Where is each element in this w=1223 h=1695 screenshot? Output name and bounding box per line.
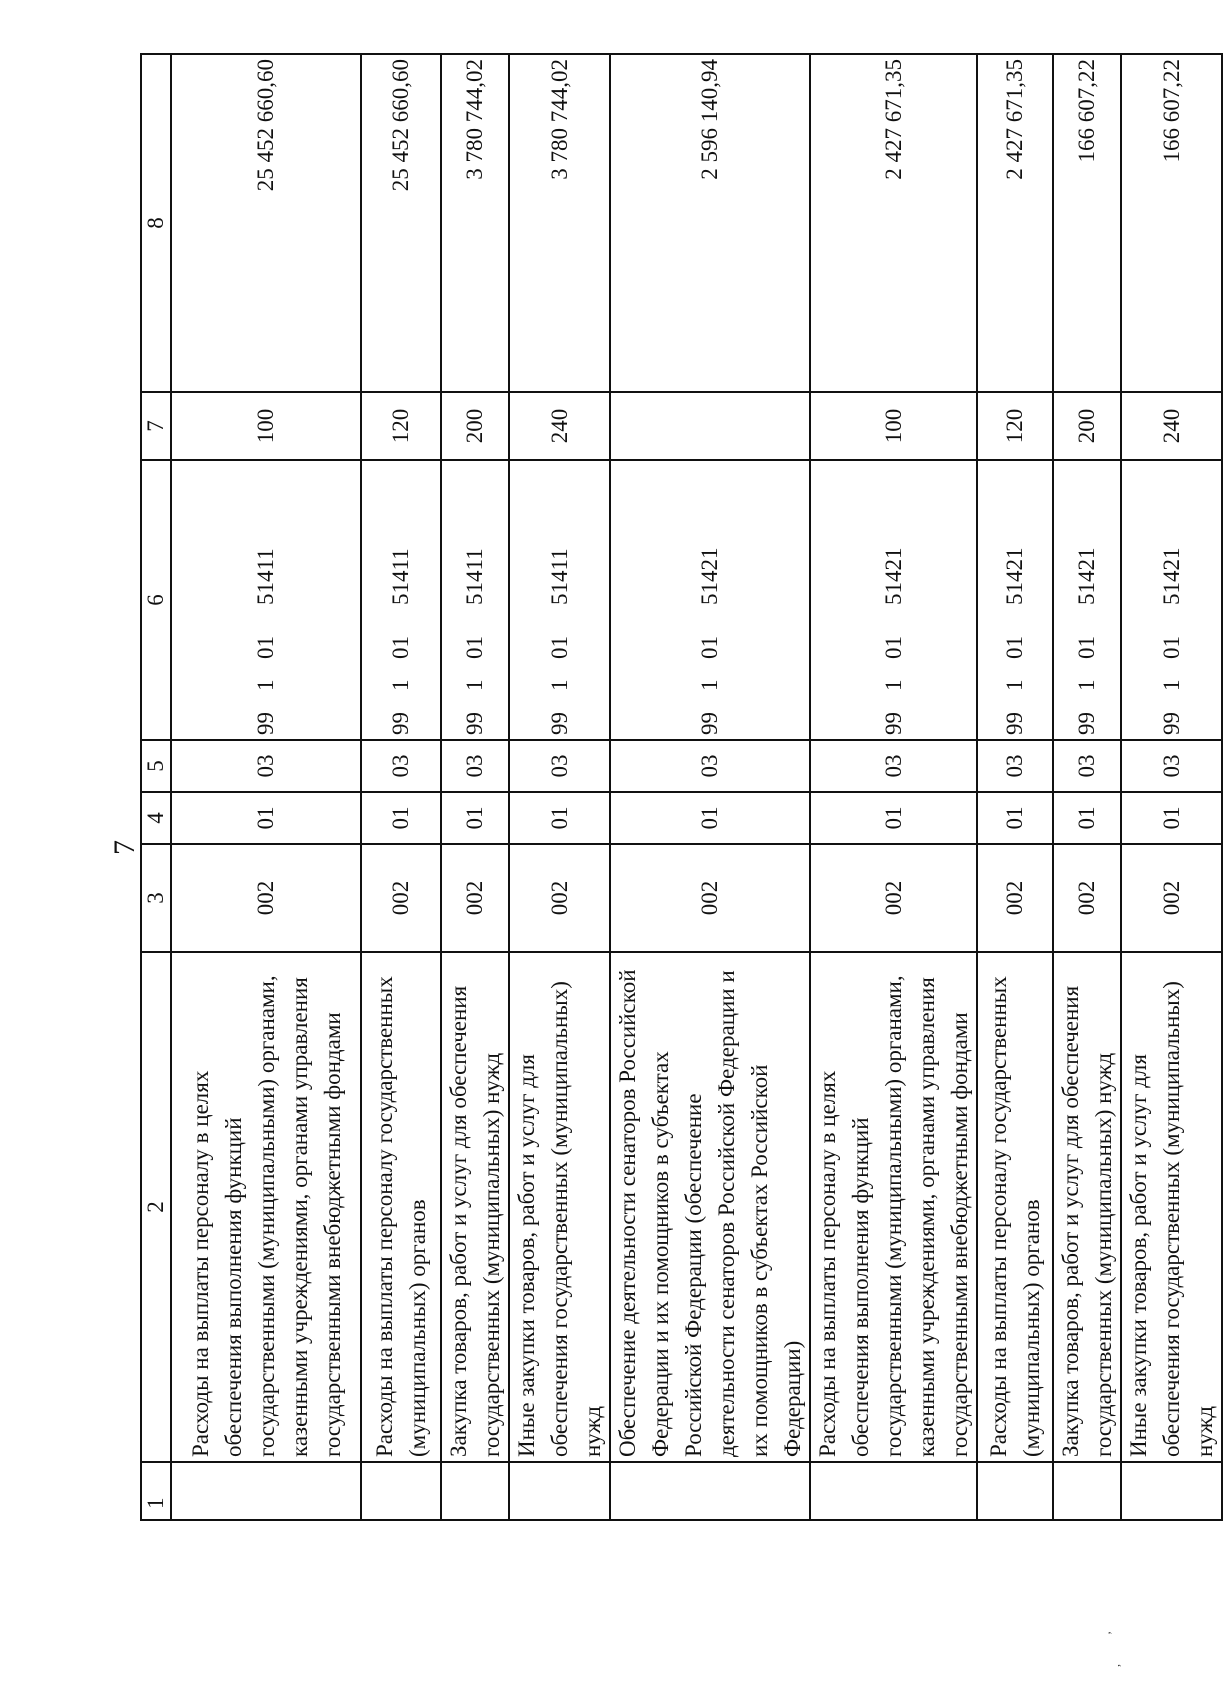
header-col-3: 3 xyxy=(141,844,171,952)
cell-kcsr xyxy=(171,460,361,740)
kcsr-subprogram: 1 xyxy=(1158,679,1184,691)
header-col-2: 2 xyxy=(141,952,171,1462)
kcsr-program: 99 xyxy=(697,712,722,735)
cell-col1 xyxy=(1053,1462,1121,1520)
kcsr-group: 01 xyxy=(1074,636,1099,659)
cell-pr: 03 xyxy=(810,740,977,792)
cell-grbs: 002 xyxy=(361,844,441,952)
table-body xyxy=(171,54,1222,1520)
table-row xyxy=(1121,54,1222,1520)
kcsr-subprogram: 1 xyxy=(253,679,278,691)
table-row xyxy=(509,54,610,1520)
kcsr-group: 01 xyxy=(388,636,413,659)
cell-rz: 01 xyxy=(361,792,441,844)
header-col-8: 8 xyxy=(141,54,171,392)
cell-grbs: 002 xyxy=(1121,844,1222,952)
table-row xyxy=(810,54,977,1520)
header-col-6: 6 xyxy=(141,460,171,740)
kcsr-subprogram: 1 xyxy=(1074,679,1099,691)
cell-amount: 25 452 660,60 xyxy=(171,54,361,392)
budget-table xyxy=(140,53,1223,1521)
cell-pr: 03 xyxy=(610,740,810,792)
cell-rz: 01 xyxy=(441,792,509,844)
cell-pr: 03 xyxy=(441,740,509,792)
kcsr-program: 99 xyxy=(546,712,572,735)
kcsr-subprogram: 1 xyxy=(1002,679,1027,691)
kcsr-subprogram: 1 xyxy=(697,679,722,691)
kcsr-program: 99 xyxy=(1158,712,1184,735)
cell-amount: 2 427 671,35 xyxy=(977,54,1053,392)
table-header xyxy=(141,54,171,1520)
cell-vr: 240 xyxy=(1121,392,1222,460)
cell-description: Иные закупки товаров, работ и услуг для обеспечения государственных (муниципальных) нужд xyxy=(1121,952,1222,1462)
kcsr-direction: 51411 xyxy=(546,548,572,605)
cell-kcsr xyxy=(610,460,810,740)
cell-col1 xyxy=(977,1462,1053,1520)
cell-rz: 01 xyxy=(509,792,610,844)
cell-description: Расходы на выплаты персоналу в целях обеспечения выполнения функций государственными (муниципальными) органами, казенными учреждениями, органами управления государственными внебюджетными фондами xyxy=(810,952,977,1462)
cell-amount: 25 452 660,60 xyxy=(361,54,441,392)
cell-grbs: 002 xyxy=(171,844,361,952)
cell-rz: 01 xyxy=(977,792,1053,844)
cell-col1 xyxy=(171,1462,361,1520)
kcsr-program: 99 xyxy=(1002,712,1027,735)
kcsr-group: 01 xyxy=(1158,636,1184,659)
kcsr-direction: 51421 xyxy=(697,547,722,605)
kcsr-group: 01 xyxy=(1002,636,1027,659)
cell-description: Иные закупки товаров, работ и услуг для обеспечения государственных (муниципальных) нужд xyxy=(509,952,610,1462)
cell-grbs: 002 xyxy=(610,844,810,952)
kcsr-direction: 51411 xyxy=(462,548,487,605)
cell-pr: 03 xyxy=(171,740,361,792)
cell-col1 xyxy=(361,1462,441,1520)
cell-rz: 01 xyxy=(1053,792,1121,844)
cell-amount: 2 427 671,35 xyxy=(810,54,977,392)
cell-grbs: 002 xyxy=(810,844,977,952)
header-col-7: 7 xyxy=(141,392,171,460)
cell-kcsr xyxy=(977,460,1053,740)
cell-vr: 120 xyxy=(977,392,1053,460)
cell-col1 xyxy=(610,1462,810,1520)
cell-grbs: 002 xyxy=(441,844,509,952)
cell-description: Расходы на выплаты персоналу государственных (муниципальных) органов xyxy=(977,952,1053,1462)
cell-grbs: 002 xyxy=(509,844,610,952)
kcsr-direction: 51411 xyxy=(253,548,278,605)
cell-pr: 03 xyxy=(509,740,610,792)
kcsr-group: 01 xyxy=(880,636,906,659)
cell-amount: 3 780 744,02 xyxy=(509,54,610,392)
kcsr-group: 01 xyxy=(253,636,278,659)
table-row xyxy=(361,54,441,1520)
kcsr-direction: 51421 xyxy=(1158,547,1184,605)
cell-col1 xyxy=(810,1462,977,1520)
cell-vr xyxy=(610,392,810,460)
cell-description: Закупка товаров, работ и услуг для обеспечения государственных (муниципальных) нужд xyxy=(1053,952,1121,1462)
cell-kcsr xyxy=(810,460,977,740)
header-col-5: 5 xyxy=(141,740,171,792)
cell-rz: 01 xyxy=(810,792,977,844)
table-row xyxy=(171,54,361,1520)
kcsr-direction: 51421 xyxy=(880,547,906,605)
cell-pr: 03 xyxy=(1053,740,1121,792)
cell-vr: 200 xyxy=(441,392,509,460)
cell-grbs: 002 xyxy=(977,844,1053,952)
kcsr-program: 99 xyxy=(462,712,487,735)
cell-col1 xyxy=(441,1462,509,1520)
table-row xyxy=(441,54,509,1520)
cell-description: Расходы на выплаты персоналу государственных (муниципальных) органов xyxy=(361,952,441,1462)
page-number: 7 xyxy=(108,840,141,855)
cell-col1 xyxy=(509,1462,610,1520)
table-row xyxy=(610,54,810,1520)
cell-description: Закупка товаров, работ и услуг для обеспечения государственных (муниципальных) нужд xyxy=(441,952,509,1462)
cell-amount: 166 607,22 xyxy=(1121,54,1222,392)
cell-pr: 03 xyxy=(361,740,441,792)
kcsr-program: 99 xyxy=(253,712,278,735)
cell-vr: 240 xyxy=(509,392,610,460)
table-row xyxy=(977,54,1053,1520)
header-col-4: 4 xyxy=(141,792,171,844)
kcsr-program: 99 xyxy=(880,712,906,735)
kcsr-subprogram: 1 xyxy=(388,679,413,691)
cell-amount: 2 596 140,94 xyxy=(610,54,810,392)
cell-kcsr xyxy=(441,460,509,740)
kcsr-program: 99 xyxy=(388,712,413,735)
cell-vr: 100 xyxy=(810,392,977,460)
cell-kcsr xyxy=(509,460,610,740)
cell-description: Расходы на выплаты персоналу в целях обеспечения выполнения функций государственными (муниципальными) органами, казенными учреждениями, органами управления государственными внебюджетными фондами xyxy=(171,952,361,1462)
kcsr-direction: 51411 xyxy=(388,548,413,605)
cell-pr: 03 xyxy=(1121,740,1222,792)
cell-vr: 200 xyxy=(1053,392,1121,460)
kcsr-subprogram: 1 xyxy=(546,679,572,691)
cell-vr: 120 xyxy=(361,392,441,460)
scan-speck: ’ xyxy=(1105,1631,1119,1635)
cell-grbs: 002 xyxy=(1053,844,1121,952)
cell-description: Обеспечение деятельности сенаторов Российской Федерации и их помощников в субъектах Российской Федерации (обеспечение деятельности сенаторов Российской Федерации и их помощников в субъектах Российской Федерации) xyxy=(610,952,810,1462)
cell-amount: 3 780 744,02 xyxy=(441,54,509,392)
cell-vr: 100 xyxy=(171,392,361,460)
kcsr-group: 01 xyxy=(697,636,722,659)
kcsr-direction: 51421 xyxy=(1002,547,1027,605)
cell-rz: 01 xyxy=(610,792,810,844)
kcsr-program: 99 xyxy=(1074,712,1099,735)
kcsr-subprogram: 1 xyxy=(880,679,906,691)
cell-kcsr xyxy=(361,460,441,740)
cell-kcsr xyxy=(1121,460,1222,740)
kcsr-group: 01 xyxy=(462,636,487,659)
cell-rz: 01 xyxy=(171,792,361,844)
header-row xyxy=(141,54,171,1520)
cell-col1 xyxy=(1121,1462,1222,1520)
cell-pr: 03 xyxy=(977,740,1053,792)
scan-speck: , xyxy=(1108,1664,1122,1667)
table-row xyxy=(1053,54,1121,1520)
header-col-1: 1 xyxy=(141,1462,171,1520)
cell-kcsr xyxy=(1053,460,1121,740)
kcsr-group: 01 xyxy=(546,636,572,659)
kcsr-subprogram: 1 xyxy=(462,679,487,691)
cell-rz: 01 xyxy=(1121,792,1222,844)
cell-amount: 166 607,22 xyxy=(1053,54,1121,392)
kcsr-direction: 51421 xyxy=(1074,547,1099,605)
